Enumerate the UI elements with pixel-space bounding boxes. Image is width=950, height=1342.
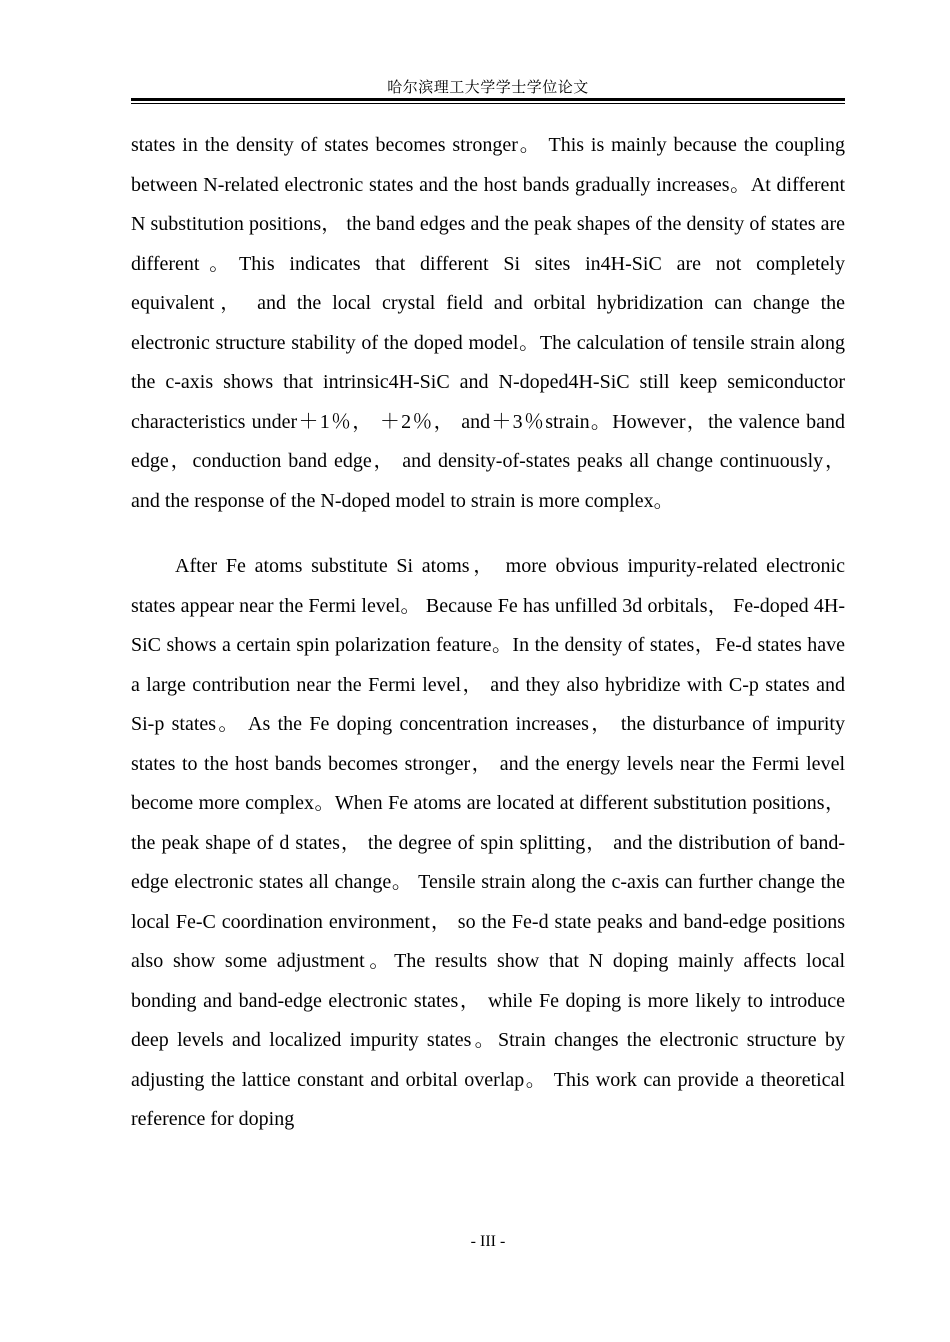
body-text <box>131 126 845 1140</box>
header-rule-thick <box>131 98 845 101</box>
running-header-title: 哈尔滨理工大学学士学位论文 <box>387 80 589 96</box>
header-rule-thin <box>131 103 845 104</box>
paragraph-continued: states in the density of states becomes stronger。 This is mainly because the coupling between N-related electronic states and the host bands gradually increases。At different N substitution positions， the band edges and the peak shapes of the density of states are different。This indicates that different Si sites in4H-SiC are not completely equivalent， and the local crystal field and orbital hybridization can change the electronic structure stability of the doped model。The calculation of tensile strain along the c-axis shows that intrinsic4H-SiC and N-doped4H-SiC still keep semiconductor characteristics under＋1％， ＋2％， and＋3％strain。However，the valence band edge，conduction band edge， and density-of-states peaks all change continuously，and the response of the N-doped model to strain is more complex。 <box>131 134 845 512</box>
page-number: - III - <box>470 1233 506 1250</box>
paragraph-fe-doping: After Fe atoms substitute Si atoms， more obvious impurity-related electronic states appear near the Fermi level。 Because Fe has unfilled 3d orbitals， Fe-doped 4H-SiC shows a certain spin polarization feature。In the density of states，Fe-d states have a large contribution near the Fermi level， and they also hybridize with C-p states and Si-p states。 As the Fe doping concentration increases， the disturbance of impurity states to the host bands becomes stronger， and the energy levels near the Fermi level become more complex。When Fe atoms are located at different substitution positions， the peak shape of d states， the degree of spin splitting， and the distribution of band-edge electronic states all change。 Tensile strain along the c-axis can further change the local Fe-C coordination environment， so the Fe-d state peaks and band-edge positions also show some adjustment。The results show that N doping mainly affects local bonding and band-edge electronic states， while Fe doping is more likely to introduce deep levels and localized impurity states。Strain changes the electronic structure by adjusting the lattice constant and orbital overlap。 This work can provide a theoretical reference for doping <box>131 555 845 1130</box>
